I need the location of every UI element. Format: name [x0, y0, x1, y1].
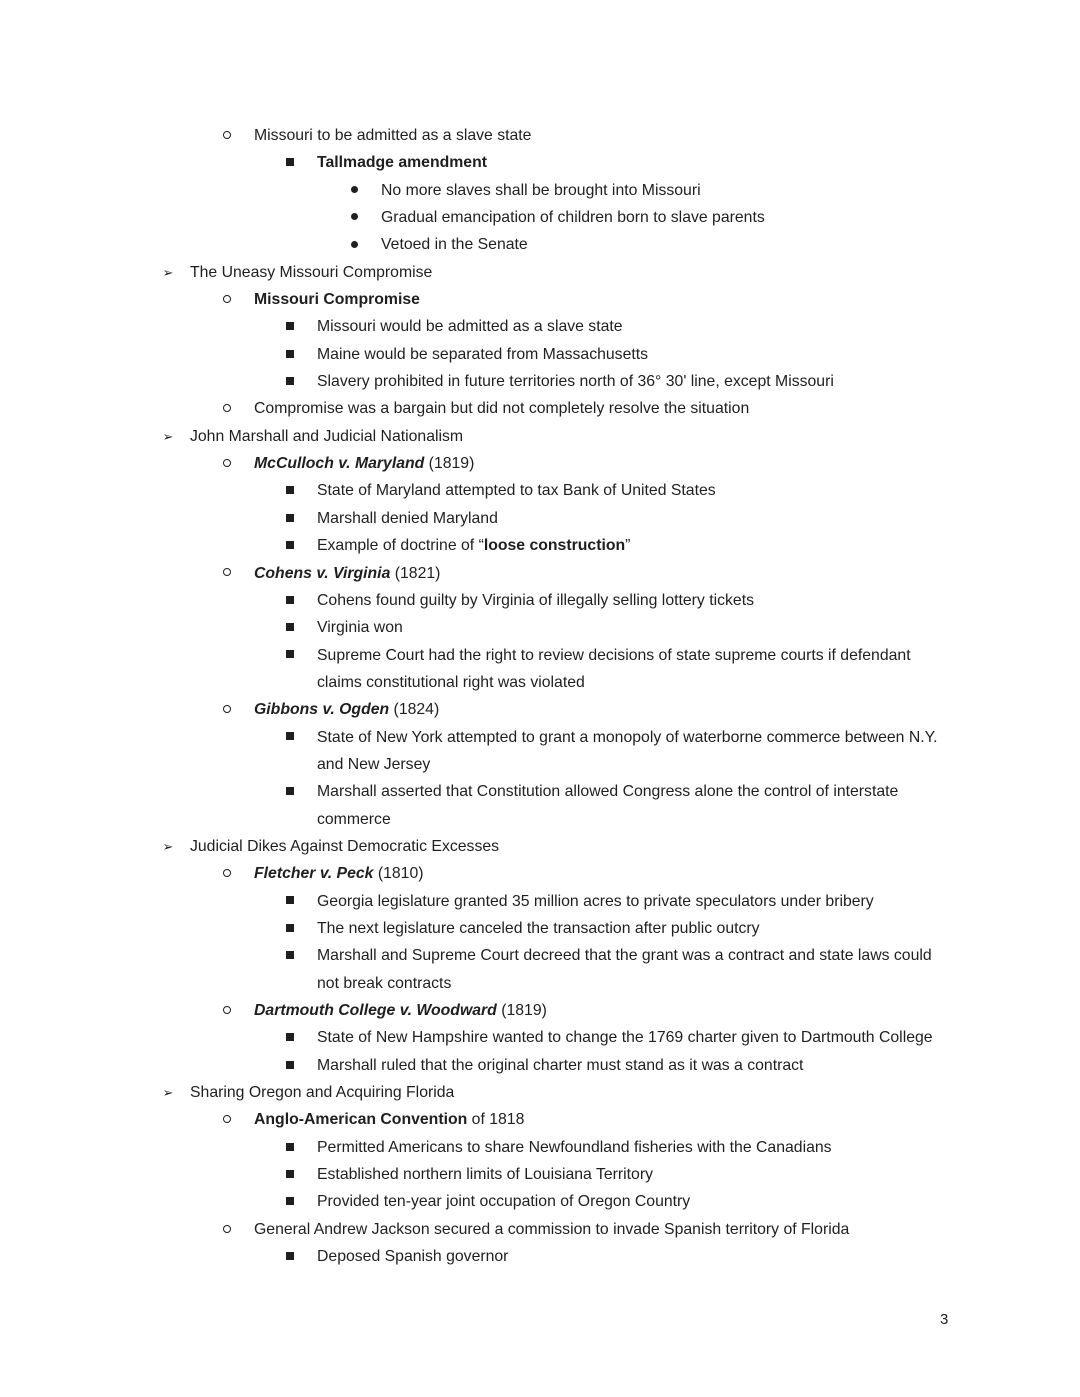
- hollow-circle-bullet-icon: [219, 286, 235, 313]
- outline-item-level-2: [0, 368, 1080, 395]
- outline-item-text: [190, 1079, 454, 1106]
- outline-item-text: [317, 669, 585, 696]
- square-bullet-icon: [282, 368, 298, 395]
- outline-item-level-2: [0, 1134, 1080, 1161]
- outline-item-continuation: [0, 751, 1080, 778]
- hollow-circle-bullet-icon: [219, 1106, 235, 1133]
- outline-item-text: [317, 970, 451, 997]
- hollow-circle-bullet-icon: [219, 450, 235, 477]
- outline-item-text: [381, 177, 701, 204]
- outline-item-level-2: [0, 587, 1080, 614]
- text-segment: Maine would be separated from Massachusetts: [317, 345, 649, 363]
- square-bullet-icon: [282, 505, 298, 532]
- outline-item-level-1: [0, 1106, 1080, 1133]
- text-segment: Gibbons v. Ogden: [254, 701, 390, 719]
- text-segment: Permitted Americans to share Newfoundland fisheries with the Canadians: [317, 1138, 832, 1156]
- outline-item-text: [190, 259, 432, 286]
- text-segment: Anglo-American Convention: [254, 1111, 468, 1129]
- outline-item-text: [254, 1216, 849, 1243]
- square-bullet-icon: [282, 313, 298, 340]
- outline-item-text: [317, 1134, 832, 1161]
- outline-item-level-1: [0, 997, 1080, 1024]
- outline-item-level-1: [0, 286, 1080, 313]
- text-segment: claims constitutional right was violated: [317, 673, 585, 691]
- text-segment: Judicial Dikes Against Democratic Excesses: [190, 837, 500, 855]
- outline-item-level-3: [0, 231, 1080, 258]
- outline-item-level-1: [0, 122, 1080, 149]
- outline-item-text: [317, 751, 430, 778]
- outline-item-level-1: [0, 395, 1080, 422]
- arrow-bullet-icon: ➢: [162, 838, 174, 854]
- outline-item-text: [317, 614, 403, 641]
- outline-item-continuation: [0, 669, 1080, 696]
- outline-item-level-2: [0, 1188, 1080, 1215]
- page-number: 3: [940, 1311, 949, 1328]
- outline-item-text: [317, 149, 487, 176]
- outline-list: [0, 122, 1080, 1270]
- outline-item-text: [317, 915, 760, 942]
- outline-item-text: [381, 231, 528, 258]
- text-segment: McCulloch v. Maryland: [254, 455, 425, 473]
- outline-item-text: [317, 477, 716, 504]
- outline-item-level-2: [0, 724, 1080, 751]
- outline-item-level-1: [0, 450, 1080, 477]
- outline-item-text: [317, 1161, 653, 1188]
- text-segment: not break contracts: [317, 974, 452, 992]
- outline-item-text: [254, 395, 749, 422]
- square-bullet-icon: [282, 1052, 298, 1079]
- outline-item-text: [317, 1024, 933, 1051]
- square-bullet-icon: [282, 614, 298, 641]
- text-segment: Cohens v. Virginia: [254, 564, 391, 582]
- square-bullet-icon: [282, 1024, 298, 1051]
- text-segment: Missouri Compromise: [254, 291, 420, 309]
- hollow-circle-bullet-icon: [219, 560, 235, 587]
- outline-item-text: [317, 532, 630, 559]
- text-segment: Gradual emancipation of children born to slave parents: [381, 209, 765, 227]
- text-segment: loose construction: [483, 537, 626, 555]
- outline-item-text: [317, 587, 754, 614]
- outline-item-text: [317, 942, 932, 969]
- text-segment: and New Jersey: [317, 755, 431, 773]
- text-segment: (1819): [424, 455, 475, 473]
- outline-item-level-2: [0, 505, 1080, 532]
- outline-item-text: [317, 341, 648, 368]
- text-segment: Tallmadge amendment: [317, 154, 488, 172]
- text-segment: State of Maryland attempted to tax Bank of United States: [317, 482, 716, 500]
- outline-item-level-0: [0, 423, 1080, 450]
- square-bullet-icon: [282, 341, 298, 368]
- outline-item-level-2: [0, 942, 1080, 969]
- outline-item-continuation: [0, 806, 1080, 833]
- outline-item-text: [317, 313, 623, 340]
- text-segment: (1819): [496, 1002, 547, 1019]
- outline-item-text: [317, 806, 391, 833]
- filled-dot-bullet-icon: [346, 177, 362, 204]
- outline-item-level-3: [0, 204, 1080, 231]
- outline-item-level-2: [0, 778, 1080, 805]
- text-segment: Virginia won: [317, 619, 403, 637]
- outline-item-level-0: [0, 259, 1080, 286]
- text-segment: Missouri to be admitted as a slave state: [254, 127, 532, 144]
- text-segment: State of New York attempted to grant a monopoly of waterborne commerce between N.Y.: [317, 728, 938, 746]
- outline-item-level-1: [0, 860, 1080, 887]
- hollow-circle-bullet-icon: [219, 696, 235, 723]
- outline-item-level-2: [0, 532, 1080, 559]
- square-bullet-icon: [282, 1134, 298, 1161]
- square-bullet-icon: [282, 888, 298, 915]
- outline-item-text: [317, 778, 898, 805]
- text-segment: (1824): [389, 701, 440, 719]
- outline-item-level-2: [0, 642, 1080, 669]
- arrow-bullet-icon: ➢: [162, 1085, 174, 1101]
- outline-item-text: [317, 1052, 803, 1079]
- text-segment: Marshall ruled that the original charter must stand as it was a contract: [317, 1056, 804, 1074]
- outline-item-text: [190, 833, 499, 860]
- outline-item-level-2: [0, 1243, 1080, 1270]
- outline-item-level-2: [0, 1052, 1080, 1079]
- outline-item-text: [254, 560, 440, 587]
- hollow-circle-bullet-icon: [219, 1216, 235, 1243]
- text-segment: Marshall denied Maryland: [317, 509, 498, 527]
- outline-item-level-2: [0, 149, 1080, 176]
- arrow-bullet-icon: ➢: [162, 428, 174, 444]
- outline-item-text: [317, 505, 498, 532]
- text-segment: Sharing Oregon and Acquiring Florida: [190, 1084, 455, 1102]
- text-segment: (1810): [373, 865, 424, 883]
- hollow-circle-bullet-icon: [219, 997, 235, 1024]
- outline-item-level-0: [0, 1079, 1080, 1106]
- square-bullet-icon: [282, 778, 298, 805]
- text-segment: ”: [625, 537, 631, 555]
- text-segment: The Uneasy Missouri Compromise: [190, 263, 433, 281]
- text-segment: Supreme Court had the right to review decisions of state supreme courts if defendant: [317, 646, 911, 664]
- outline-item-level-3: [0, 177, 1080, 204]
- text-segment: Compromise was a bargain but did not completely resolve the situation: [254, 400, 750, 418]
- square-bullet-icon: [282, 1243, 298, 1270]
- outline-item-text: [381, 204, 765, 231]
- filled-dot-bullet-icon: [346, 231, 362, 258]
- outline-item-text: [190, 423, 463, 450]
- text-segment: Example of doctrine of “: [317, 537, 484, 555]
- outline-item-level-2: [0, 1161, 1080, 1188]
- text-segment: Marshall and Supreme Court decreed that the grant was a contract and state laws could: [317, 947, 932, 965]
- square-bullet-icon: [282, 149, 298, 176]
- square-bullet-icon: [282, 1188, 298, 1215]
- arrow-bullet-icon: ➢: [162, 264, 174, 280]
- outline-item-text: [317, 1243, 508, 1270]
- outline-item-level-0: [0, 833, 1080, 860]
- outline-item-text: [254, 450, 474, 477]
- filled-dot-bullet-icon: [346, 204, 362, 231]
- outline-item-level-2: [0, 915, 1080, 942]
- outline-item-text: [317, 724, 938, 751]
- outline-item-text: [317, 642, 911, 669]
- text-segment: Missouri would be admitted as a slave state: [317, 318, 623, 336]
- outline-item-text: [317, 888, 874, 915]
- outline-item-level-2: [0, 477, 1080, 504]
- text-segment: John Marshall and Judicial Nationalism: [190, 427, 464, 445]
- square-bullet-icon: [282, 724, 298, 751]
- text-segment: General Andrew Jackson secured a commission to invade Spanish territory of Florida: [254, 1220, 850, 1238]
- text-segment: of 1818: [467, 1111, 525, 1129]
- outline-item-continuation: [0, 970, 1080, 997]
- square-bullet-icon: [282, 477, 298, 504]
- text-segment: Dartmouth College v. Woodward: [254, 1002, 497, 1019]
- outline-item-level-2: [0, 888, 1080, 915]
- text-segment: Slavery prohibited in future territories north of 36° 30' line, except Missouri: [317, 373, 834, 391]
- square-bullet-icon: [282, 942, 298, 969]
- outline-item-level-2: [0, 341, 1080, 368]
- text-segment: Georgia legislature granted 35 million acres to private speculators under bribery: [317, 892, 874, 910]
- square-bullet-icon: [282, 642, 298, 669]
- text-segment: Marshall asserted that Constitution allowed Congress alone the control of interstate: [317, 783, 899, 801]
- text-segment: Provided ten-year joint occupation of Oregon Country: [317, 1193, 691, 1211]
- hollow-circle-bullet-icon: [219, 395, 235, 422]
- outline-item-text: [254, 696, 439, 723]
- text-segment: The next legislature canceled the transaction after public outcry: [317, 919, 760, 937]
- outline-item-text: [254, 1106, 524, 1133]
- outline-item-level-2: [0, 313, 1080, 340]
- outline-item-level-1: [0, 696, 1080, 723]
- text-segment: Fletcher v. Peck: [254, 865, 374, 883]
- outline-item-text: [254, 122, 531, 149]
- outline-item-text: [254, 860, 424, 887]
- outline-item-level-2: [0, 614, 1080, 641]
- outline-item-text: [254, 997, 547, 1024]
- square-bullet-icon: [282, 532, 298, 559]
- text-segment: Cohens found guilty by Virginia of illegally selling lottery tickets: [317, 591, 754, 609]
- outline-item-text: [254, 286, 420, 313]
- hollow-circle-bullet-icon: [219, 860, 235, 887]
- outline-item-text: [317, 368, 834, 395]
- square-bullet-icon: [282, 587, 298, 614]
- outline-item-level-2: [0, 1024, 1080, 1051]
- text-segment: commerce: [317, 810, 391, 828]
- text-segment: Established northern limits of Louisiana Territory: [317, 1166, 653, 1184]
- text-segment: Deposed Spanish governor: [317, 1248, 509, 1266]
- hollow-circle-bullet-icon: [219, 122, 235, 149]
- square-bullet-icon: [282, 915, 298, 942]
- text-segment: No more slaves shall be brought into Missouri: [381, 181, 701, 199]
- outline-item-text: [317, 1188, 690, 1215]
- text-segment: Vetoed in the Senate: [381, 236, 528, 254]
- outline-item-level-1: [0, 560, 1080, 587]
- square-bullet-icon: [282, 1161, 298, 1188]
- outline-item-level-1: [0, 1216, 1080, 1243]
- text-segment: State of New Hampshire wanted to change the 1769 charter given to Dartmouth College: [317, 1029, 933, 1047]
- text-segment: (1821): [390, 564, 441, 582]
